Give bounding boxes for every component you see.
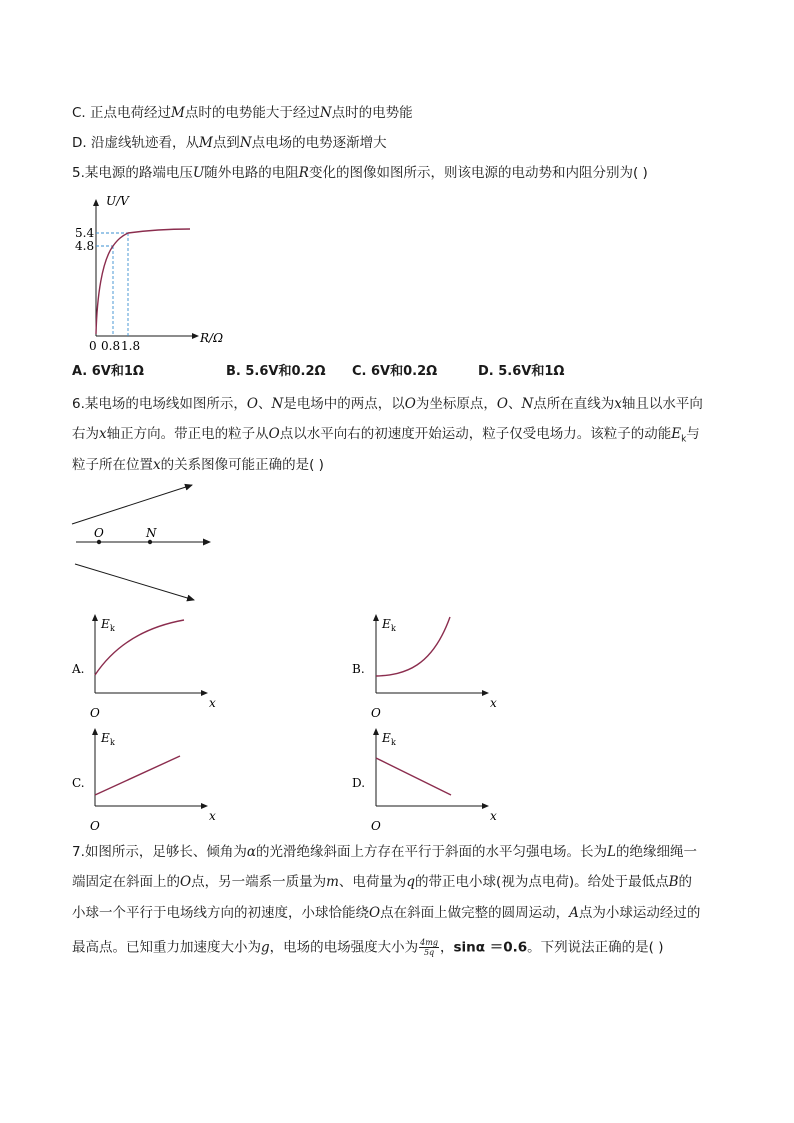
q6-field-lines-diagram — [66, 478, 226, 606]
q5-option-d[interactable]: D. 5.6V和1Ω — [478, 364, 565, 379]
q6-graph-c — [72, 729, 216, 833]
svg-text:O: O — [90, 706, 100, 720]
svg-text:k: k — [391, 738, 396, 747]
option-d-line: D. 沿虚线轨迹看，从M点到N点电场的电势逐渐增大 — [72, 135, 387, 151]
q6-point-n — [148, 540, 152, 544]
q5-x-tick-08: 0.8 — [101, 339, 121, 353]
question-7-stem-line2: 端固定在斜面上的O点，另一端系一质量为m、电荷量为q的带正电小球(视为点电荷)。给处于最低点B的 — [72, 874, 693, 890]
q6-point-o — [97, 540, 101, 544]
q6-graph-a — [71, 615, 216, 720]
field-strength-fraction: $\frac{4mg}{5q}$ — [420, 938, 438, 957]
svg-text:O: O — [90, 819, 100, 833]
svg-text:x: x — [209, 809, 216, 823]
question-7-stem-line3: 小球一个平行于电场线方向的初速度，小球恰能绕O点在斜面上做完整的圆周运动，A点为小球运动经过的 — [72, 905, 701, 921]
svg-text:O: O — [371, 819, 381, 833]
q5-ur-graph — [75, 186, 240, 354]
q6-label-n: N — [146, 526, 157, 540]
svg-text:E: E — [101, 731, 110, 745]
svg-text:x: x — [209, 696, 216, 710]
q6-field-line-top — [72, 485, 192, 524]
q5-option-c[interactable]: C. 6V和0.2Ω — [352, 364, 438, 379]
q5-x-tick-0: 0 — [89, 339, 97, 353]
q5-curve — [96, 229, 190, 334]
question-6-stem-line1: 6.某电场的电场线如图所示，O、N是电场中的两点，以O为坐标原点，O、N点所在直线为x轴且以水平向 — [72, 396, 703, 412]
q6-graph-b — [352, 615, 497, 720]
q5-x-tick-18: 1.8 — [121, 339, 141, 353]
q6-graph-c-line — [95, 756, 180, 795]
q5-x-label: R/Ω — [200, 331, 224, 345]
svg-text:x: x — [490, 696, 497, 710]
svg-text:k: k — [110, 624, 115, 633]
svg-text:C.: C. — [72, 776, 85, 790]
question-6-stem-line3: 粒子所在位置x的关系图像可能正确的是( ) — [72, 457, 324, 473]
q6-field-line-bottom — [75, 564, 194, 600]
question-7-stem-line1: 7.如图所示，足够长、倾角为α的光滑绝缘斜面上方存在平行于斜面的水平匀强电场。长为L的绝缘细绳一 — [72, 844, 697, 860]
svg-text:O: O — [371, 706, 381, 720]
question-7-stem-line4: 最高点。已知重力加速度大小为g，电场的电场强度大小为 $\frac{4mg}{5q}$ ，sinα ＝0.6。下列说法正确的是( ) — [72, 938, 664, 957]
option-c-line: C. 正点电荷经过M点时的电势能大于经过N点时的电势能 — [72, 105, 413, 121]
svg-text:D.: D. — [352, 776, 366, 790]
svg-text:B.: B. — [352, 662, 365, 676]
svg-text:k: k — [391, 624, 396, 633]
q5-y-tick-48: 4.8 — [75, 239, 95, 253]
svg-text:x: x — [490, 809, 497, 823]
q5-y-tick-54: 5.4 — [75, 226, 95, 240]
q6-graph-d — [352, 729, 497, 833]
svg-text:E: E — [382, 731, 391, 745]
svg-text:E: E — [382, 617, 391, 631]
question-5-stem: 5.某电源的路端电压U随外电路的电阻R变化的图像如图所示，则该电源的电动势和内阻分别为( ) — [72, 165, 648, 181]
q6-label-o: O — [94, 526, 104, 540]
q6-option-graphs — [60, 605, 520, 835]
svg-text:A.: A. — [72, 662, 85, 676]
svg-text:E: E — [101, 617, 110, 631]
q5-option-a[interactable]: A. 6V和1Ω — [72, 364, 144, 379]
q5-y-label: U/V — [106, 194, 129, 208]
q6-graph-d-line — [376, 758, 451, 795]
q5-option-b[interactable]: B. 5.6V和0.2Ω — [226, 364, 326, 379]
svg-text:k: k — [110, 738, 115, 747]
question-6-stem-line2: 右为x轴正方向。带正电的粒子从O点以水平向右的初速度开始运动，粒子仅受电场力。该粒子的动能$E_k$与 — [72, 426, 700, 445]
